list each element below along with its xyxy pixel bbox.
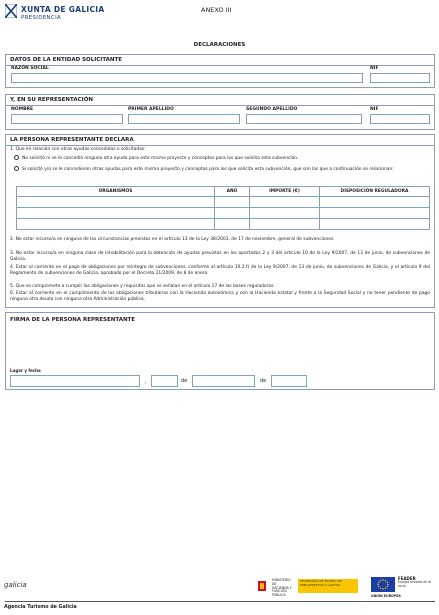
divider [6, 105, 434, 106]
disposicion-cell[interactable] [320, 208, 430, 219]
col-anio: AÑO [215, 187, 250, 197]
de-label-2: de [260, 378, 267, 384]
option-no-radio[interactable] [14, 155, 19, 160]
option-yes-label: Sí solicitó y/o se le concedieron otras ayudas para este mismo proyecto y conceptos para los que solicita esta subvención, que son las que a continuación se relacionan: [22, 167, 394, 172]
feader-title: FEADER [398, 576, 416, 581]
feader-text: Europa invierte en el rural [398, 579, 432, 588]
table-row [17, 208, 430, 219]
option-no-label: No solicitó ni se le concedió ninguna otra ayuda para este mismo proyecto y conceptos para los que solicita esta subvención. [22, 156, 299, 161]
importe-cell[interactable] [250, 197, 320, 208]
month-field[interactable] [192, 375, 255, 387]
secretariat-label: SECRETARÍA DE ESTADO DE PRESUPUESTOS Y GASTOS [300, 579, 342, 587]
nombre-label: NOMBRE [11, 107, 34, 112]
option-yes-radio[interactable] [14, 166, 19, 171]
representative-nif-field[interactable] [370, 114, 430, 124]
galicia-logo: galicia [4, 581, 27, 589]
document-title: DECLARACIONES [193, 42, 246, 48]
year-field[interactable] [271, 375, 307, 387]
ministry-label: MINISTERIO DE HACIENDA Y FUNCIÓN PÚBLICA [272, 578, 292, 598]
razon-social-field[interactable] [11, 73, 363, 83]
organismo-cell[interactable] [17, 197, 215, 208]
primer-apellido-field[interactable] [128, 114, 240, 124]
entity-nif-label: NIF [370, 66, 379, 71]
declaration-item-2: 2. No estar incurso/a en ninguna de las circunstancias previstas en el artículo 13 de la Ley 38/2003, de 17 de noviembre, general de subvenciones. [10, 237, 335, 242]
table-row [17, 219, 430, 230]
signature-section [5, 312, 435, 390]
col-organismos: ORGANISMOS [17, 187, 215, 197]
entity-nif-field[interactable] [370, 73, 430, 83]
place-field[interactable] [10, 375, 140, 387]
segundo-apellido-label: SEGUNDO APELLIDO [246, 107, 298, 112]
anio-cell[interactable] [215, 197, 250, 208]
organismo-cell[interactable] [17, 219, 215, 230]
agency-name: Agencia Turismo de Galicia [4, 605, 77, 610]
disposicion-cell[interactable] [320, 219, 430, 230]
anio-cell[interactable] [215, 219, 250, 230]
option-yes-row [14, 166, 430, 173]
place-date-label: Lugar y fecha [10, 368, 41, 373]
section-title: FIRMA DE LA PERSONA REPRESENTANTE [10, 317, 136, 323]
other-aids-table [16, 186, 430, 230]
day-field[interactable] [151, 375, 178, 387]
footer-divider [5, 601, 435, 602]
declaration-item-5: 5. Que se compromete a cumplir las obligaciones y requisitos que se señalan en el artículo 17 de las bases reguladoras. [10, 284, 275, 289]
anio-cell[interactable] [215, 208, 250, 219]
option-no-row [14, 155, 430, 162]
declaration-section [5, 134, 435, 308]
xunta-logo-icon [5, 4, 17, 18]
organismo-cell[interactable] [17, 208, 215, 219]
razon-social-label: RAZÓN SOCIAL [11, 66, 49, 71]
importe-cell[interactable] [250, 208, 320, 219]
comma-separator: , [145, 379, 147, 385]
secretariat-strip [298, 579, 358, 593]
primer-apellido-label: PRIMER APELLIDO [128, 107, 174, 112]
org-department: PRESIDENCIA [21, 15, 62, 21]
eu-flag-icon [371, 577, 395, 592]
col-disposicion: DISPOSICIÓN REGULADORA [320, 187, 430, 197]
importe-cell[interactable] [250, 219, 320, 230]
representation-section [5, 94, 435, 130]
declaration-item-4: 4. Estar al corriente en el pago de obligaciones por reintegro de subvenciones, conforme al artículo 10.2.f) de la Ley 9/2007, de 13 de junio, de subvenciones de Galicia, y el artículo 9 del Reglamento de subvenciones de Galicia, aprobado por el Decreto 11/2009, de 8 de enero. [10, 265, 430, 276]
annex-label: ANEXO III [201, 6, 232, 14]
section-title: Y, EN SU REPRESENTACIÓN [10, 97, 93, 103]
page-header [5, 3, 435, 29]
declaration-item-6: 6. Estar al corriente en el cumplimiento de las obligaciones tributarias con la Hacienda autonómica y con la Hacienda estatal y frente a la Seguridad Social y no tener pendiente de pago ninguna otra deuda con ninguna otra Administración pública. [10, 291, 430, 302]
section-title: LA PERSONA REPRESENTANTE DECLARA [10, 137, 134, 143]
entity-section [5, 54, 435, 88]
disposicion-cell[interactable] [320, 197, 430, 208]
org-name: XUNTA DE GALICIA [21, 5, 105, 14]
declaration-item-1: 1. Que en relación con otras ayudas concedidas o solicitadas: [10, 147, 146, 152]
nombre-field[interactable] [11, 114, 123, 124]
feader-block [398, 577, 434, 588]
divider [6, 145, 434, 146]
col-importe: IMPORTE (€) [250, 187, 320, 197]
de-label-1: de [181, 378, 188, 384]
spain-coat-of-arms-icon [255, 579, 269, 593]
declaration-item-3: 3. No estar incurso/a en ninguna clase de inhabilitación para la obtención de ayudas previstas en los apartados 2 y 3 del artículo 10 de la Ley 9/2007, de 13 de junio, de subvenciones de Galicia. [10, 251, 430, 262]
segundo-apellido-field[interactable] [246, 114, 362, 124]
eu-label: UNIÓN EUROPEA [371, 594, 401, 598]
table-row [17, 197, 430, 208]
section-title: DATOS DE LA ENTIDAD SOLICITANTE [10, 57, 123, 63]
representative-nif-label: NIF [370, 107, 379, 112]
page-footer [0, 575, 439, 615]
